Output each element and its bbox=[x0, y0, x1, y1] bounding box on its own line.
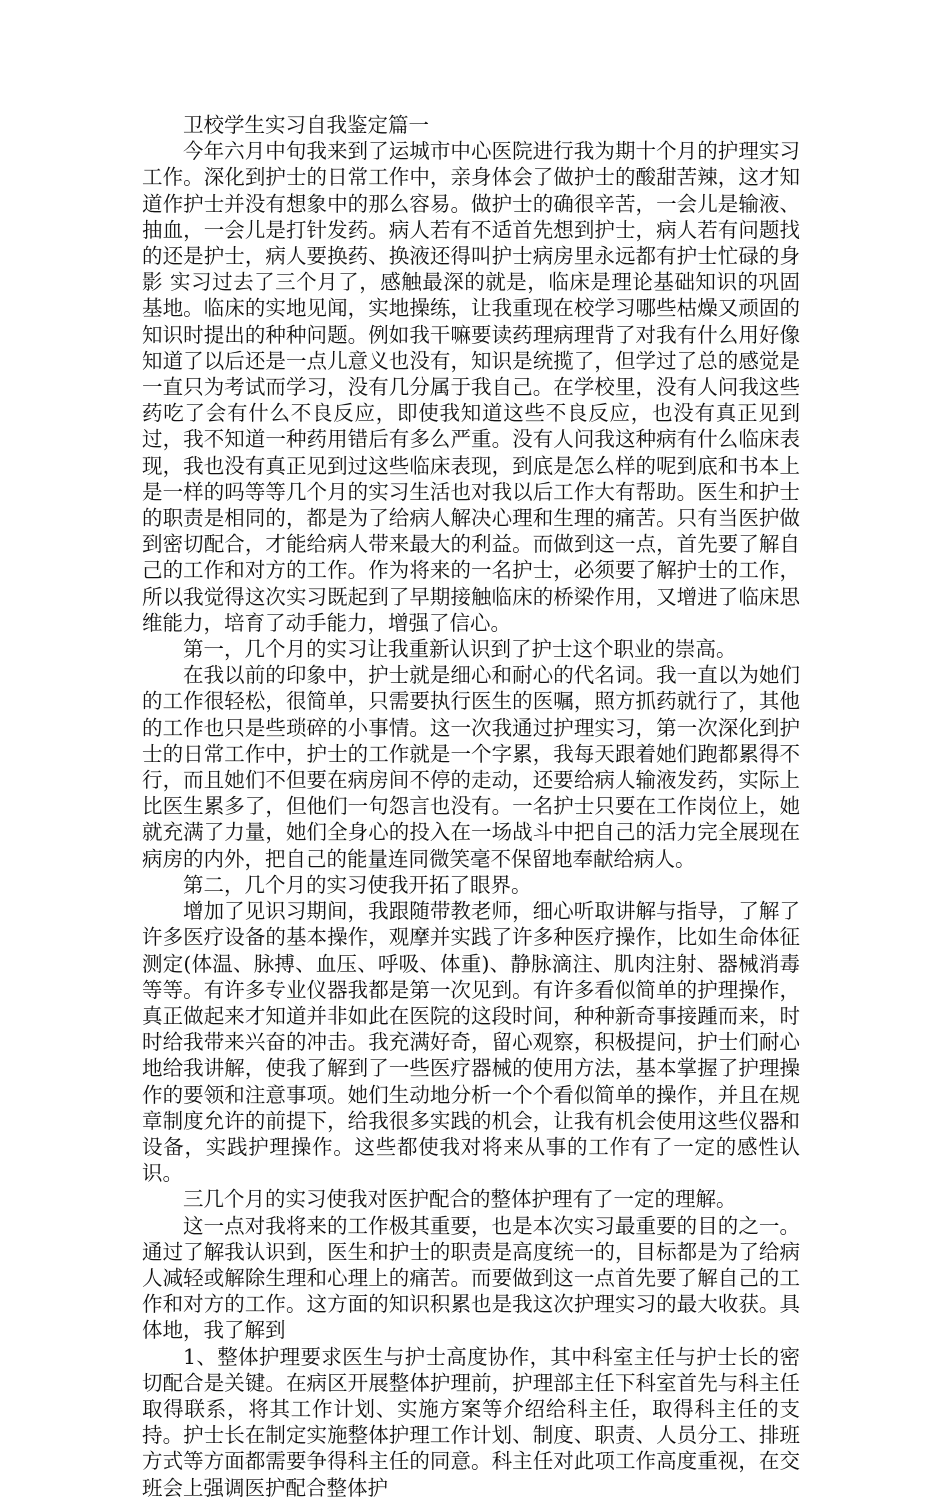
section-heading-second: 第二，几个月的实习使我开拓了眼界。 bbox=[183, 872, 532, 897]
paragraph-first: 在我以前的印象中，护士就是细心和耐心的代名词。我一直以为她们的工作很轻松，很简单，只需要执行医生的医嘱，照方抓药就行了，其他的工作也只是些琐碎的小事情。这一次我通过护理实习，第一次深化到护士的日常工作中，护士的工作就是一个字累，我每天跟着她们跑都累得不行，而且她们不但要在病房间不停的走动，还要给病人输液发药，实际上比医生累多了，但他们一句怨言也没有。一名护士只要在工作岗位上，她就充满了力量，她们全身心的投入在一场战斗中把自己的活力完全展现在病房的内外，把自己的能量连同微笑毫不保留地奉献给病人。 bbox=[142, 663, 800, 871]
paragraph-third: 这一点对我将来的工作极其重要，也是本次实习最重要的目的之一。通过了解我认识到，医生和护士的职责是高度统一的，目标都是为了给病人减轻或解除生理和心理上的痛苦。而要做到这一点首先要了解自己的工作和对方的工作。这方面的知识积累也是我这次护理实习的最大收获。具体地，我了解到 bbox=[142, 1213, 800, 1343]
document-title: 卫校学生实习自我鉴定篇一 bbox=[183, 113, 429, 137]
section-heading-first: 第一，几个月的实习让我重新认识到了护士这个职业的崇高。 bbox=[183, 637, 737, 662]
paragraph-point-one: 1、整体护理要求医生与护士高度协作，其中科室主任与护士长的密切配合是关键。在病区开展整体护理前，护理部主任下科室首先与科主任取得联系，将其工作计划、实施方案等介绍给科主任，取得科主任的支持。护士长在制定实施整体护理工作计划、制度、职责、人员分工、排班方式等方面都需要争得科主任的同意。科主任对此项工作高度重视，在交班会上强调医护配合整体护 bbox=[142, 1344, 800, 1500]
paragraph-intro: 今年六月中旬我来到了运城市中心医院进行我为期十个月的护理实习工作。深化到护士的日常工作中，亲身体会了做护士的酸甜苦辣，这才知道作护士并没有想象中的那么容易。做护士的确很辛苦，一会儿是输液、抽血，一会儿是打针发药。病人若有不适首先想到护士，病人若有问题找的还是护士，病人要换药、换液还得叫护士病房里永远都有护士忙碌的身影 实习过去了三个月了，感触最深的就是，临床是理论基础知识的巩固基地。临床的实地见闻，实地操练，让我重现在校学习哪些枯燥又顽固的知识时提出的种种问题。例如我干嘛要读药理病理背了对我有什么用好像知道了以后还是一点儿意义也没有，知识是统揽了，但学过了总的感觉是一直只为考试而学习，没有几分属于我自己。在学校里，没有人问我这些药吃了会有什么不良反应，即使我知道这些不良反应，也没有真正见到过，我不知道一种药用错后有多么严重。没有人问我这种病有什么临床表现，我也没有真正见到过这些临床表现，到底是怎么样的呢到底和书本上是一样的吗等等几个月的实习生活也对我以后工作大有帮助。医生和护士的职责是相同的，都是为了给病人解决心理和生理的痛苦。只有当医护做到密切配合，才能给病人带来最大的利益。而做到这一点，首先要了解自己的工作和对方的工作。作为将来的一名护士，必须要了解护士的工作，所以我觉得这次实习既起到了早期接触临床的桥梁作用，又增进了临床思维能力，培育了动手能力，增强了信心。 bbox=[142, 139, 800, 635]
paragraph-second: 增加了见识习期间，我跟随带教老师，细心听取讲解与指导，了解了许多医疗设备的基本操作，观摩并实践了许多种医疗操作，比如生命体征测定(体温、脉搏、血压、呼吸、体重)、静脉滴注、肌肉注射、器械消毒等等。有许多专业仪器我都是第一次见到。有许多看似简单的护理操作，真正做起来才知道并非如此在医院的这段时间，种种新奇事接踵而来，时时给我带来兴奋的冲击。我充满好奇，留心观察，积极提问，护士们耐心地给我讲解，使我了解到了一些医疗器械的使用方法，基本掌握了护理操作的要领和注意事项。她们生动地分析一个个看似简单的操作，并且在规章制度允许的前提下，给我很多实践的机会，让我有机会使用这些仪器和设备，实践护理操作。这些都使我对将来从事的工作有了一定的感性认识。 bbox=[142, 899, 800, 1186]
section-heading-third: 三几个月的实习使我对医护配合的整体护理有了一定的理解。 bbox=[183, 1187, 737, 1212]
